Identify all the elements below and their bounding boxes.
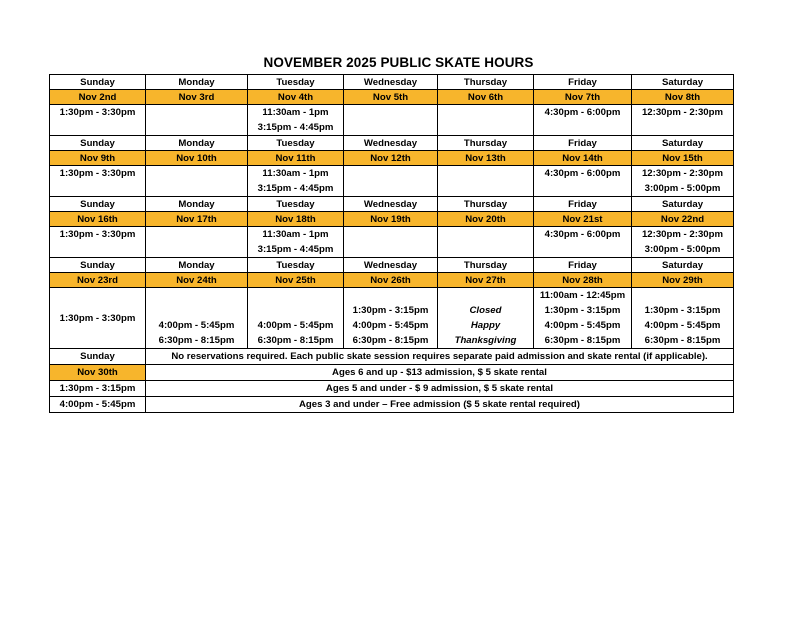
- session-cell: [438, 105, 534, 136]
- date-cell: Nov 2nd: [50, 90, 146, 105]
- day-header-row: [50, 136, 734, 151]
- day-name-cell: Saturday: [632, 258, 734, 273]
- session-time: 4:00pm - 5:45pm: [50, 397, 146, 413]
- day-name-cell: Tuesday: [248, 75, 344, 90]
- date-cell: Nov 16th: [50, 212, 146, 227]
- session-list: [50, 227, 145, 257]
- session-cell: [534, 166, 632, 197]
- session-list: [146, 105, 247, 135]
- session-time: 12:30pm - 2:30pm: [641, 107, 724, 118]
- day-name-cell: Friday: [534, 197, 632, 212]
- session-cell: [248, 288, 344, 349]
- session-time: 1:30pm - 3:15pm: [644, 305, 721, 316]
- date-cell: Nov 9th: [50, 151, 146, 166]
- session-list: [438, 288, 533, 348]
- day-name-cell: Thursday: [438, 258, 534, 273]
- date-cell: Nov 23rd: [50, 273, 146, 288]
- day-name-cell: Friday: [534, 258, 632, 273]
- date-cell: Nov 30th: [50, 365, 146, 381]
- final-week-row: [50, 365, 734, 381]
- day-name-cell: Thursday: [438, 197, 534, 212]
- session-list: [248, 227, 343, 257]
- session-cell: [534, 288, 632, 349]
- session-list: [344, 105, 437, 135]
- session-time: 1:30pm - 3:15pm: [50, 381, 146, 397]
- session-list: [632, 288, 733, 348]
- day-name-cell: Saturday: [632, 197, 734, 212]
- session-times-row: [50, 166, 734, 197]
- session-time: 4:30pm - 6:00pm: [544, 168, 621, 179]
- day-name-cell: Monday: [146, 258, 248, 273]
- session-list: [248, 288, 343, 348]
- session-list: [534, 288, 631, 348]
- session-time: 1:30pm - 3:30pm: [59, 168, 136, 179]
- session-cell: [438, 166, 534, 197]
- session-cell: [50, 166, 146, 197]
- day-header-row: [50, 75, 734, 90]
- session-cell: [632, 227, 734, 258]
- session-time: 12:30pm - 2:30pm: [641, 229, 724, 240]
- session-time: 11:30am - 1pm: [262, 168, 329, 179]
- session-time: 3:00pm - 5:00pm: [644, 244, 721, 255]
- session-time: 4:00pm - 5:45pm: [158, 320, 235, 331]
- session-times-row: [50, 227, 734, 258]
- session-cell: [50, 227, 146, 258]
- session-cell: [50, 105, 146, 136]
- schedule-table: [49, 74, 734, 413]
- final-week-row: [50, 397, 734, 413]
- date-cell: Nov 22nd: [632, 212, 734, 227]
- session-cell: [632, 166, 734, 197]
- day-name-cell: Saturday: [632, 136, 734, 151]
- session-cell: [344, 166, 438, 197]
- session-times-row: [50, 105, 734, 136]
- day-name-cell: Wednesday: [344, 75, 438, 90]
- session-cell: [534, 105, 632, 136]
- session-cell: [248, 166, 344, 197]
- session-cell: [146, 166, 248, 197]
- session-time: 11:30am - 1pm: [262, 229, 329, 240]
- session-time: 11:00am - 12:45pm: [539, 290, 626, 301]
- day-name-cell: Wednesday: [344, 258, 438, 273]
- session-list: [146, 166, 247, 196]
- session-cell: [146, 105, 248, 136]
- session-time: 1:30pm - 3:30pm: [59, 229, 136, 240]
- day-name-cell: Thursday: [438, 136, 534, 151]
- session-list: [632, 166, 733, 196]
- session-times-row: [50, 288, 734, 349]
- date-cell: Nov 28th: [534, 273, 632, 288]
- day-name-cell: Friday: [534, 136, 632, 151]
- date-row: [50, 273, 734, 288]
- session-list: [632, 227, 733, 257]
- session-time: 3:15pm - 4:45pm: [257, 244, 334, 255]
- day-name-cell: Monday: [146, 75, 248, 90]
- session-time: 4:00pm - 5:45pm: [644, 320, 721, 331]
- session-cell: [344, 105, 438, 136]
- session-list: [248, 105, 343, 135]
- session-time: 3:00pm - 5:00pm: [644, 183, 721, 194]
- date-cell: Nov 10th: [146, 151, 248, 166]
- session-cell: [534, 227, 632, 258]
- day-name-cell: Sunday: [50, 349, 146, 365]
- day-header-row: [50, 197, 734, 212]
- date-cell: Nov 21st: [534, 212, 632, 227]
- session-time: 1:30pm - 3:15pm: [352, 305, 429, 316]
- admission-price-note: Ages 3 and under – Free admission ($ 5 skate rental required): [146, 397, 734, 413]
- session-cell: [146, 227, 248, 258]
- session-cell: [438, 227, 534, 258]
- date-row: [50, 90, 734, 105]
- admission-price-note: Ages 6 and up - $13 admission, $ 5 skate rental: [146, 365, 734, 381]
- session-list: [50, 288, 145, 348]
- session-time: 4:00pm - 5:45pm: [544, 320, 621, 331]
- date-row: [50, 212, 734, 227]
- session-time: 4:30pm - 6:00pm: [544, 107, 621, 118]
- date-cell: Nov 12th: [344, 151, 438, 166]
- session-time: 6:30pm - 8:15pm: [644, 335, 721, 346]
- session-cell: [632, 105, 734, 136]
- session-list: [50, 105, 145, 135]
- date-cell: Nov 8th: [632, 90, 734, 105]
- session-time: 1:30pm - 3:30pm: [59, 312, 136, 324]
- session-cell: [146, 288, 248, 349]
- day-name-cell: Tuesday: [248, 258, 344, 273]
- holiday-note: Happy: [470, 320, 501, 331]
- session-list: [534, 227, 631, 257]
- day-name-cell: Sunday: [50, 197, 146, 212]
- day-name-cell: Thursday: [438, 75, 534, 90]
- day-name-cell: Tuesday: [248, 136, 344, 151]
- policy-note: No reservations required. Each public skate session requires separate paid admission and skate rental (if applicable).: [146, 349, 734, 365]
- day-name-cell: Sunday: [50, 75, 146, 90]
- session-cell: [50, 288, 146, 349]
- session-time: 4:30pm - 6:00pm: [544, 229, 621, 240]
- date-cell: Nov 6th: [438, 90, 534, 105]
- date-cell: Nov 13th: [438, 151, 534, 166]
- session-time: 6:30pm - 8:15pm: [544, 335, 621, 346]
- page-title: NOVEMBER 2025 PUBLIC SKATE HOURS: [263, 55, 534, 70]
- session-time: 1:30pm - 3:15pm: [544, 305, 621, 316]
- day-name-cell: Sunday: [50, 136, 146, 151]
- date-cell: Nov 4th: [248, 90, 344, 105]
- date-cell: Nov 18th: [248, 212, 344, 227]
- holiday-note: Thanksgiving: [454, 335, 517, 346]
- date-cell: Nov 27th: [438, 273, 534, 288]
- session-list: [534, 105, 631, 135]
- date-cell: Nov 19th: [344, 212, 438, 227]
- session-list: [438, 166, 533, 196]
- session-time: 6:30pm - 8:15pm: [257, 335, 334, 346]
- date-cell: Nov 11th: [248, 151, 344, 166]
- session-time: 12:30pm - 2:30pm: [641, 168, 724, 179]
- session-cell: [248, 105, 344, 136]
- session-cell: [632, 288, 734, 349]
- day-header-row: [50, 258, 734, 273]
- date-cell: Nov 20th: [438, 212, 534, 227]
- session-list: [344, 227, 437, 257]
- session-cell: [438, 288, 534, 349]
- admission-price-note: Ages 5 and under - $ 9 admission, $ 5 skate rental: [146, 381, 734, 397]
- date-cell: Nov 5th: [344, 90, 438, 105]
- day-name-cell: Friday: [534, 75, 632, 90]
- date-cell: Nov 29th: [632, 273, 734, 288]
- session-time: 4:00pm - 5:45pm: [257, 320, 334, 331]
- session-list: [248, 166, 343, 196]
- date-cell: Nov 17th: [146, 212, 248, 227]
- session-time: 6:30pm - 8:15pm: [352, 335, 429, 346]
- day-name-cell: Wednesday: [344, 136, 438, 151]
- session-cell: [344, 288, 438, 349]
- date-cell: Nov 3rd: [146, 90, 248, 105]
- holiday-note: Closed: [469, 305, 502, 316]
- session-list: [438, 227, 533, 257]
- day-name-cell: Wednesday: [344, 197, 438, 212]
- date-cell: Nov 25th: [248, 273, 344, 288]
- date-cell: Nov 14th: [534, 151, 632, 166]
- session-cell: [248, 227, 344, 258]
- session-time: 3:15pm - 4:45pm: [257, 183, 334, 194]
- final-week-row: [50, 349, 734, 365]
- session-time: 3:15pm - 4:45pm: [257, 122, 334, 133]
- date-cell: Nov 15th: [632, 151, 734, 166]
- session-list: [344, 288, 437, 348]
- session-list: [438, 105, 533, 135]
- day-name-cell: Monday: [146, 197, 248, 212]
- session-list: [632, 105, 733, 135]
- date-row: [50, 151, 734, 166]
- date-cell: Nov 24th: [146, 273, 248, 288]
- final-week-row: [50, 381, 734, 397]
- session-time: 6:30pm - 8:15pm: [158, 335, 235, 346]
- session-list: [534, 166, 631, 196]
- session-list: [344, 166, 437, 196]
- date-cell: Nov 26th: [344, 273, 438, 288]
- session-list: [146, 288, 247, 348]
- day-name-cell: Sunday: [50, 258, 146, 273]
- session-time: 1:30pm - 3:30pm: [59, 107, 136, 118]
- day-name-cell: Monday: [146, 136, 248, 151]
- session-time: 4:00pm - 5:45pm: [352, 320, 429, 331]
- session-cell: [344, 227, 438, 258]
- session-list: [50, 166, 145, 196]
- day-name-cell: Tuesday: [248, 197, 344, 212]
- day-name-cell: Saturday: [632, 75, 734, 90]
- session-list: [146, 227, 247, 257]
- date-cell: Nov 7th: [534, 90, 632, 105]
- session-time: 11:30am - 1pm: [262, 107, 329, 118]
